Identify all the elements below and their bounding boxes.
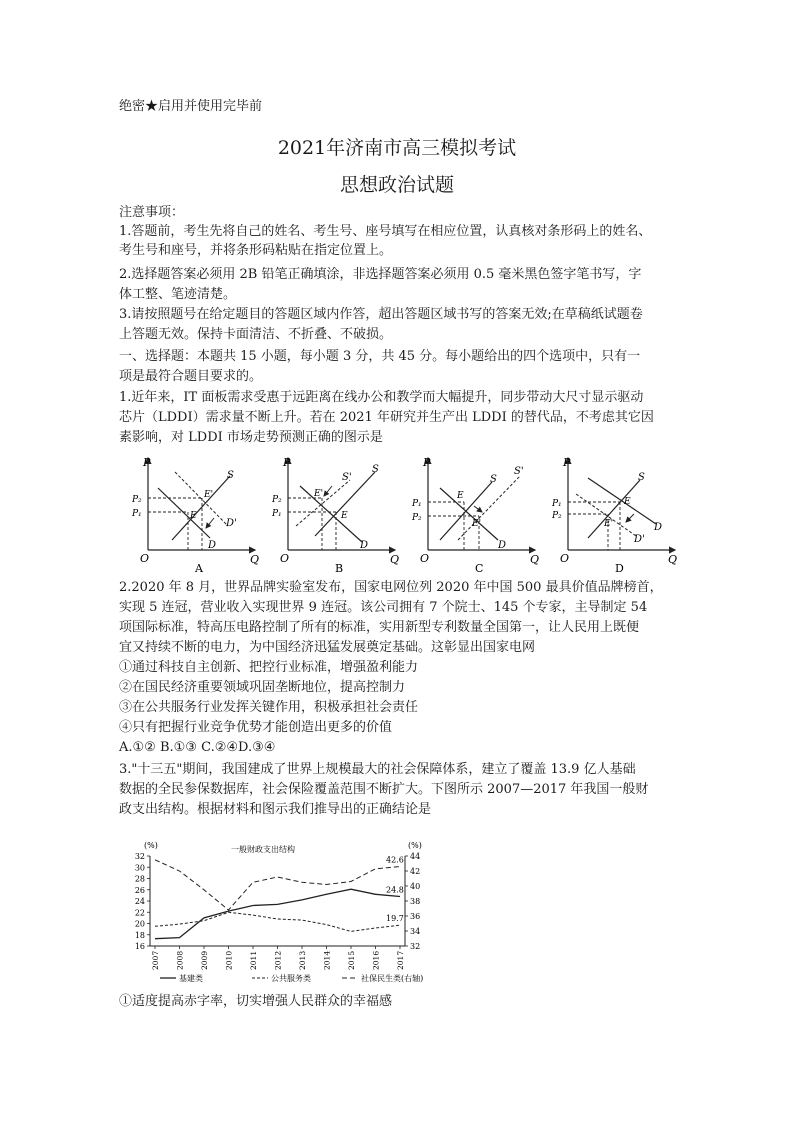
exam-subtitle: 思想政治试题 [339, 174, 454, 196]
diagram-b [271, 456, 399, 574]
e-label: E [624, 497, 631, 507]
q1-line-1: 1.近年来，IT 面板需求受惠于远距离在线办公和教学而大幅提升，同步带动大尺寸显示驱动 [119, 390, 644, 405]
e-prime-label: E' [472, 519, 482, 529]
e-prime-label: E' [204, 490, 214, 500]
s-label: S [490, 474, 497, 485]
q2-line-3: 项国际标准，特高压电路控制了所有的标准，实用新型专利数量全国第一，让人民用上既便 [119, 620, 640, 635]
origin-label: O [420, 552, 430, 565]
secret-label: 绝密★启用并使用完毕前 [119, 99, 263, 114]
note-1-line-2: 考生号和座号，并将条形码粘贴在指定位置上。 [119, 243, 393, 258]
legend-label: 社保民生类(右轴) [361, 974, 424, 983]
s-label: S [372, 464, 379, 475]
x-tick-label: 2013 [298, 950, 307, 970]
d-label: D [654, 522, 663, 533]
p1-label: P₁ [412, 499, 422, 509]
axis-p-label: P [423, 456, 431, 469]
origin-label: O [560, 552, 570, 565]
left-tick-label: 30 [134, 863, 145, 873]
axis-q-label: Q [530, 553, 540, 566]
right-tick-label: 32 [410, 942, 421, 951]
right-tick-label: 38 [410, 897, 421, 906]
chart-legend [160, 973, 423, 983]
option-a-label: A [195, 562, 203, 574]
left-tick-label: 32 [134, 852, 145, 861]
q2-line-4: 宜又持续不断的电力，为中国经济迅猛发展奠定基础。这彰显出国家电网 [119, 640, 536, 655]
section-1-line-2: 项是最符合题目要求的。 [119, 369, 263, 384]
q2-statement-2: ②在国民经济重要领域巩固垄断地位，提高控制力 [119, 680, 406, 695]
axis-q-label: Q [250, 553, 260, 566]
d-label: D [498, 540, 507, 551]
d-prime-label: D' [634, 534, 645, 545]
right-tick-label: 36 [410, 912, 421, 921]
right-unit-label: (%) [408, 841, 422, 850]
axis-q-label: Q [668, 553, 678, 566]
left-tick-label: 22 [134, 908, 145, 918]
s-prime-label: S' [342, 472, 352, 483]
axis-p-label: P [143, 456, 151, 469]
right-tick-label: 42 [410, 867, 421, 876]
series-end-label: 24.8 [386, 885, 404, 895]
q2-statement-1: ①通过科技自主创新、把控行业标准，增强盈利能力 [119, 660, 419, 675]
e-label: E [190, 511, 197, 521]
series-line-0 [155, 889, 400, 939]
s-prime-label: S' [514, 466, 524, 477]
left-tick-label: 18 [134, 930, 145, 940]
s-label: S [227, 470, 234, 481]
left-tick-label: 26 [134, 885, 145, 895]
q2-line-1: 2.2020 年 8 月，世界品牌实验室发布，国家电网位列 2020 年中国 500 最具价值品牌榜首， [119, 580, 663, 595]
q3-line-2: 数据的全民参保数据库，社会保险覆盖范围不断扩大。下图所示 2007—2017 年我国一般财 [119, 782, 649, 797]
p1-label: P₁ [272, 509, 282, 519]
chart-lines [155, 860, 400, 939]
right-tick-label: 34 [410, 927, 421, 936]
note-2-line-1: 2.选择题答案必须用 2B 铅笔正确填涂，非选择题答案必须用 0.5 毫米黑色签字笔书写，字 [119, 267, 642, 282]
legend-label: 基建类 [179, 974, 203, 983]
x-tick-label: 2016 [371, 950, 381, 970]
diagram-a [131, 456, 259, 574]
d-prime-label: D' [226, 518, 237, 529]
x-tick-label: 2014 [322, 950, 332, 970]
note-3-line-2: 上答题无效。保持卡面清洁、不折叠、不破损。 [119, 327, 393, 342]
chart-ticks [135, 852, 420, 951]
left-tick-label: 24 [134, 897, 145, 906]
left-unit-label: (%) [144, 841, 158, 850]
option-b-label: B [335, 562, 344, 574]
x-tick-label: 2012 [273, 950, 283, 970]
left-tick-label: 16 [134, 942, 145, 951]
q2-choices: A.①② B.①③ C.②④D.③④ [119, 740, 276, 755]
note-3-line-1: 3.请按照题号在给定题目的答题区域内作答，超出答题区域书写的答案无效;在草稿纸试题卷 [119, 307, 643, 322]
series-end-label: 42.6 [386, 855, 404, 865]
chart-title: 一般财政支出结构 [231, 845, 295, 854]
axis-p-label: P [563, 456, 571, 469]
exam-title: 2021年济南市高三模拟考试 [277, 137, 517, 159]
p2-label: P₂ [272, 495, 282, 505]
left-tick-label: 20 [134, 919, 145, 929]
x-tick-label: 2007 [151, 950, 160, 970]
q3-statement-1: ①适度提高赤字率，切实增强人民群众的幸福感 [119, 994, 393, 1009]
chart-x-labels [151, 946, 405, 970]
fiscal-expenditure-chart [120, 838, 470, 988]
right-tick-label: 44 [410, 852, 421, 861]
axis-p-label: P [283, 456, 291, 469]
left-tick-label: 28 [134, 874, 145, 884]
q1-line-3: 素影响，对 LDDI 市场走势预测正确的图示是 [119, 430, 383, 445]
series-end-label: 19.7 [386, 914, 404, 924]
origin-label: O [140, 552, 150, 565]
series-line-2 [155, 860, 400, 910]
q1-line-2: 芯片（LDDI）需求量不断上升。若在 2021 年研究并生产出 LDDI 的替代品，不考虑其它因 [119, 410, 654, 425]
right-tick-label: 40 [410, 882, 421, 891]
x-tick-label: 2015 [347, 950, 356, 970]
section-1-line-1: 一、选择题：本题共 15 小题，每小题 3 分，共 45 分。每小题给出的四个选项中，只有一 [119, 349, 641, 364]
q2-line-2: 实现 5 连冠，营业收入实现世界 9 连冠。该公司拥有 7 个院士、145 个专家，主导制定 54 [119, 600, 648, 615]
p2-label: P₂ [412, 513, 422, 523]
q2-statement-4: ④只有把握行业竞争优势才能创造出更多的价值 [119, 720, 393, 735]
chart-end-labels [386, 856, 404, 924]
p2-label: P₂ [132, 495, 142, 505]
e-label: E [457, 491, 464, 501]
p1-label: P₁ [552, 499, 562, 509]
note-1-line-1: 1.答题前，考生先将自己的姓名、考生号、座号填写在相应位置，认真核对条形码上的姓名、 [119, 224, 652, 239]
notes-heading: 注意事项： [119, 205, 185, 220]
q2-statement-3: ③在公共服务行业发挥关键作用，积极承担社会责任 [119, 700, 419, 715]
diagram-d [551, 456, 677, 574]
d-label: D [360, 540, 369, 551]
x-tick-label: 2011 [249, 950, 258, 970]
diagram-c [411, 456, 539, 574]
note-2-line-2: 体工整、笔迹清楚。 [119, 287, 237, 302]
option-c-label: C [475, 562, 484, 574]
origin-label: O [280, 552, 290, 565]
q3-line-3: 政支出结构。根据材料和图示我们推导出的正确结论是 [119, 802, 432, 817]
legend-label: 公共服务类 [271, 974, 311, 983]
x-tick-label: 2009 [200, 950, 209, 970]
x-tick-label: 2008 [175, 950, 185, 970]
chart-axes [150, 856, 405, 946]
p1-label: P₁ [132, 509, 142, 519]
option-d-label: D [615, 562, 624, 574]
q1-supply-demand-diagrams [110, 450, 680, 574]
s-label: S [638, 472, 645, 483]
axis-q-label: Q [390, 553, 400, 566]
x-tick-label: 2010 [224, 950, 234, 970]
d-label: D [208, 540, 217, 551]
e-label: E [341, 511, 348, 521]
e-prime-label: E' [314, 489, 324, 499]
x-tick-label: 2017 [396, 950, 405, 970]
e-prime-label: E' [604, 519, 614, 529]
p2-label: P₂ [552, 511, 562, 521]
q3-line-1: 3."十三五"期间，我国建成了世界上规模最大的社会保障体系，建立了覆盖 13.9 亿人基础 [119, 762, 636, 777]
